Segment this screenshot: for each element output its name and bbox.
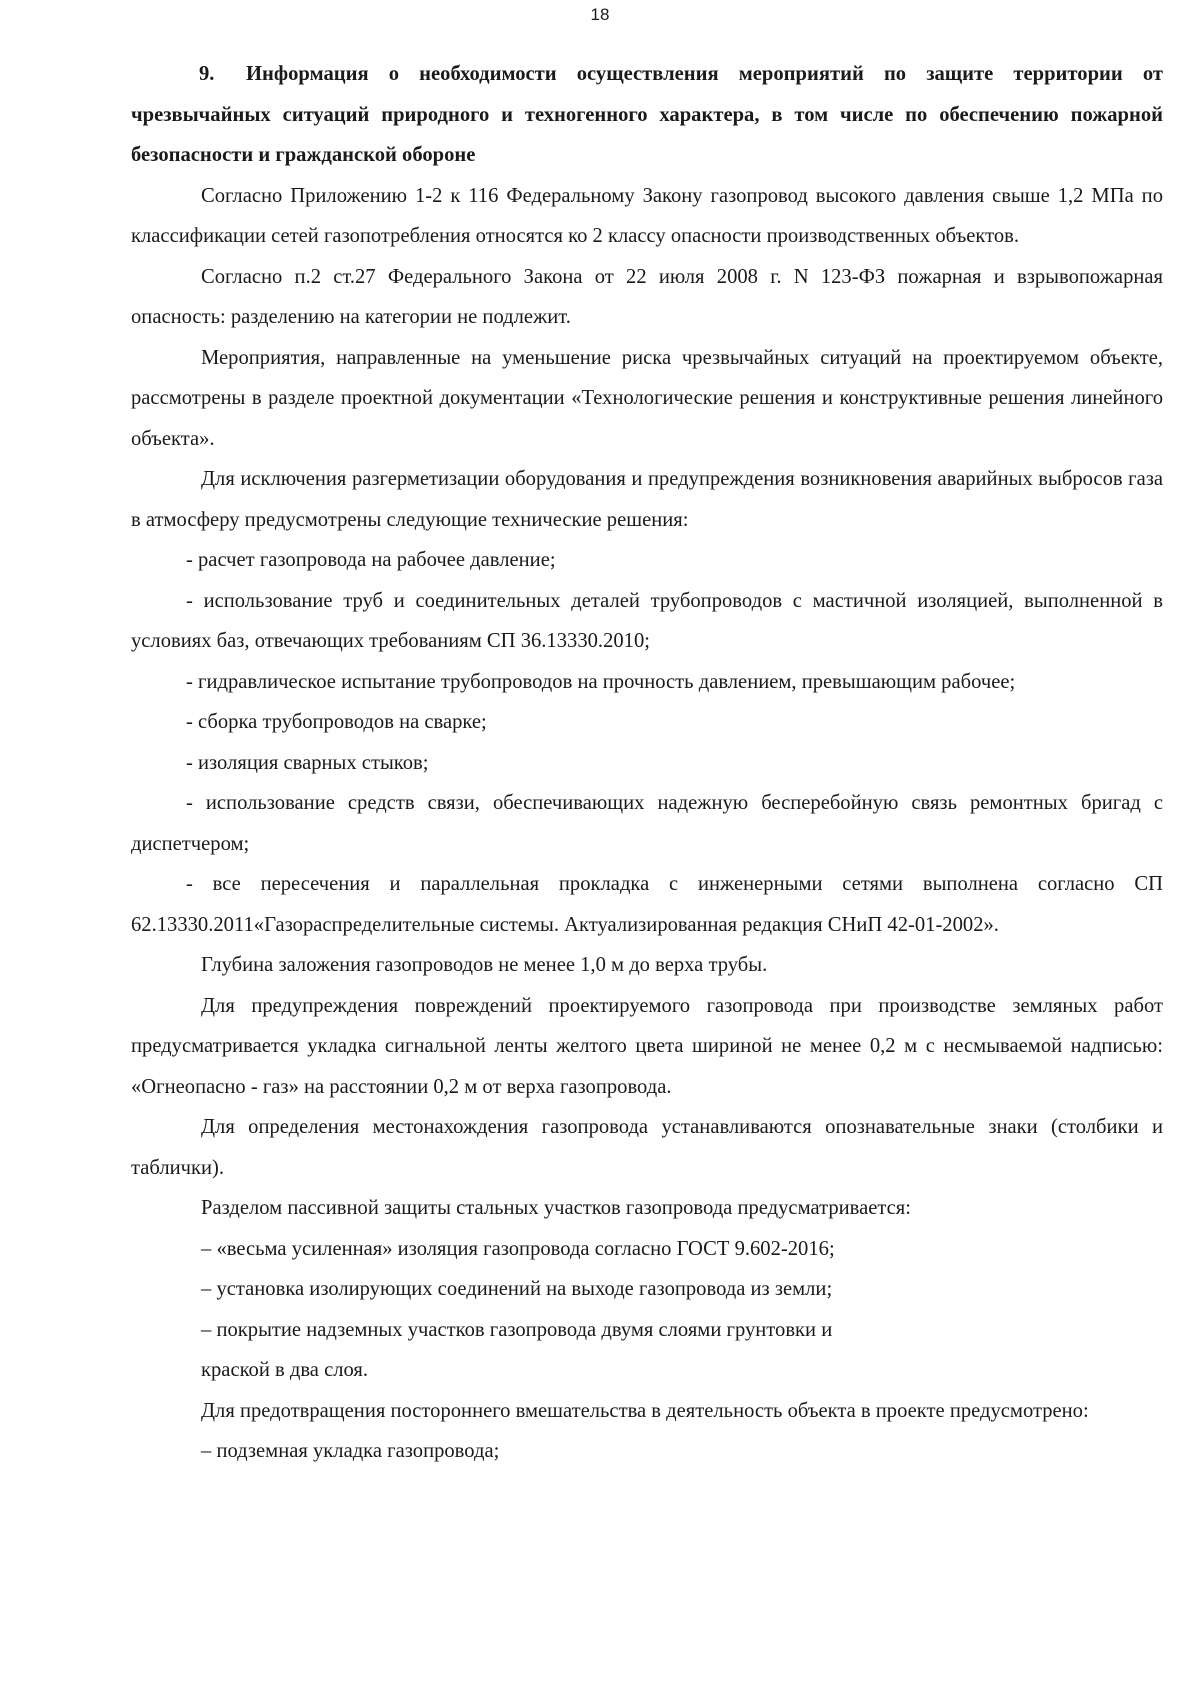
list-item: – подземная укладка газопровода; bbox=[201, 1440, 500, 1462]
list-item: - гидравлическое испытание трубопроводов на прочность давлением, превышающим рабочее; bbox=[186, 670, 1016, 693]
paragraph: Мероприятия, направленные на уменьшение риска чрезвычайных ситуаций на проектируемом объекте, рассмотрены в разделе проектной документации «Технологические решения и конструктивные решения линейного объекта». bbox=[131, 346, 1163, 450]
paragraph: Для исключения разгерметизации оборудования и предупреждения возникновения аварийных выбросов газа в атмосферу предусмотрены следующие технические решения: bbox=[131, 468, 1163, 531]
paragraph: Для предупреждения повреждений проектируемого газопровода при производстве земляных работ предусматривается укладка сигнальной ленты желтого цвета шириной не менее 0,2 м с несмываемой надписью: «Огнеопасно - газ» на расстоянии 0,2 м от верха газопровода. bbox=[131, 994, 1163, 1098]
paragraph: Для предотвращения постороннего вмешательства в деятельность объекта в проекте предусмотрено: bbox=[201, 1399, 1089, 1422]
list-item: краской в два слоя. bbox=[201, 1359, 369, 1381]
section-heading bbox=[131, 54, 1163, 176]
list-item: - все пересечения и параллельная прокладка с инженерными сетями выполнена согласно СП 62.13330.2011«Газораспределительные системы. Актуализированная редакция СНиП 42-01-2002». bbox=[131, 873, 1163, 936]
list-item: – «весьма усиленная» изоляция газопровода согласно ГОСТ 9.602-2016; bbox=[201, 1237, 835, 1260]
list-item: - расчет газопровода на рабочее давление; bbox=[186, 549, 556, 571]
list-item: – установка изолирующих соединений на выходе газопровода из земли; bbox=[201, 1278, 833, 1300]
list-item: – покрытие надземных участков газопровода двумя слоями грунтовки и bbox=[201, 1318, 833, 1341]
paragraph: Разделом пассивной защиты стальных участков газопровода предусматривается: bbox=[201, 1197, 911, 1219]
paragraph: Для определения местонахождения газопровода устанавливаются опознавательные знаки (столбики и таблички). bbox=[131, 1116, 1163, 1179]
paragraph: Глубина заложения газопроводов не менее 1,0 м до верха трубы. bbox=[201, 954, 768, 976]
list-item: - использование труб и соединительных деталей трубопроводов с мастичной изоляцией, выполненной в условиях баз, отвечающих требованиям СП 36.13330.2010; bbox=[131, 589, 1163, 652]
document-body bbox=[131, 54, 1163, 1472]
page-number: 18 bbox=[590, 5, 610, 24]
list-item: - сборка трубопроводов на сварке; bbox=[186, 711, 487, 733]
paragraph: Согласно Приложению 1-2 к 116 Федеральному Закону газопровод высокого давления свыше 1,2 МПа по классификации сетей газопотребления относятся ко 2 классу опасности производственных объектов. bbox=[131, 184, 1163, 247]
section-number: 9. bbox=[199, 63, 215, 85]
list-item: - изоляция сварных стыков; bbox=[186, 751, 429, 774]
section-title: Информация о необходимости осуществления мероприятий по защите территории от чрезвычайных ситуаций природного и техногенного характера, в том числе по обеспечению пожарной безопасности и гражданской обороне bbox=[131, 63, 1163, 166]
list-item: - использование средств связи, обеспечивающих надежную бесперебойную связь ремонтных бригад с диспетчером; bbox=[131, 792, 1163, 855]
paragraph: Согласно п.2 ст.27 Федерального Закона от 22 июля 2008 г. N 123-ФЗ пожарная и взрывопожарная опасность: разделению на категории не подлежит. bbox=[131, 265, 1163, 328]
